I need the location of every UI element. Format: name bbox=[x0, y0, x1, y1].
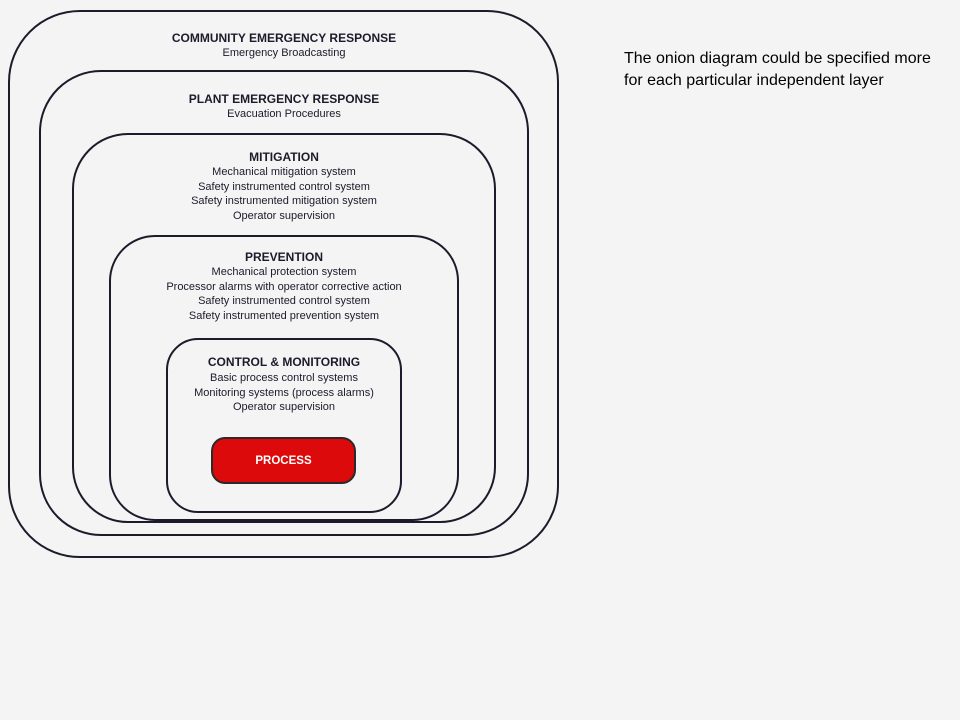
layer-item: Safety instrumented prevention system bbox=[188, 309, 380, 322]
layer-title: MITIGATION bbox=[249, 150, 319, 164]
layer-item: Evacuation Procedures bbox=[227, 108, 341, 120]
layer-title: COMMUNITY EMERGENCY RESPONSE bbox=[171, 31, 397, 45]
layer-item: Safety instrumented mitigation system bbox=[191, 195, 377, 208]
layer-item: Monitoring systems (process alarms) bbox=[194, 386, 374, 399]
layer-item: Mechanical protection system bbox=[211, 266, 357, 278]
layer-item: Basic process control systems bbox=[210, 372, 358, 384]
layer-items bbox=[0, 165, 568, 223]
layer-item: Operator supervision bbox=[232, 401, 336, 414]
layer-item: Safety instrumented control system bbox=[198, 180, 370, 193]
layer-item: Safety instrumented control system bbox=[198, 295, 370, 308]
layer-item: Processor alarms with operator corrective action bbox=[166, 280, 402, 293]
caption-text: The onion diagram could be specified more for each particular independent layer bbox=[624, 50, 931, 89]
process-core: PROCESS bbox=[211, 437, 356, 484]
layer-item: Mechanical mitigation system bbox=[212, 166, 356, 178]
layer-item: Operator supervision bbox=[232, 209, 336, 222]
layer-items bbox=[0, 107, 568, 122]
layer-title: PREVENTION bbox=[244, 250, 323, 264]
layer-items bbox=[0, 46, 568, 61]
layer-item: Emergency Broadcasting bbox=[222, 47, 346, 59]
layer-items bbox=[0, 371, 568, 415]
layer-title: PLANT EMERGENCY RESPONSE bbox=[188, 92, 380, 106]
layer-title: CONTROL & MONITORING bbox=[207, 355, 361, 369]
layer-items bbox=[0, 265, 568, 323]
